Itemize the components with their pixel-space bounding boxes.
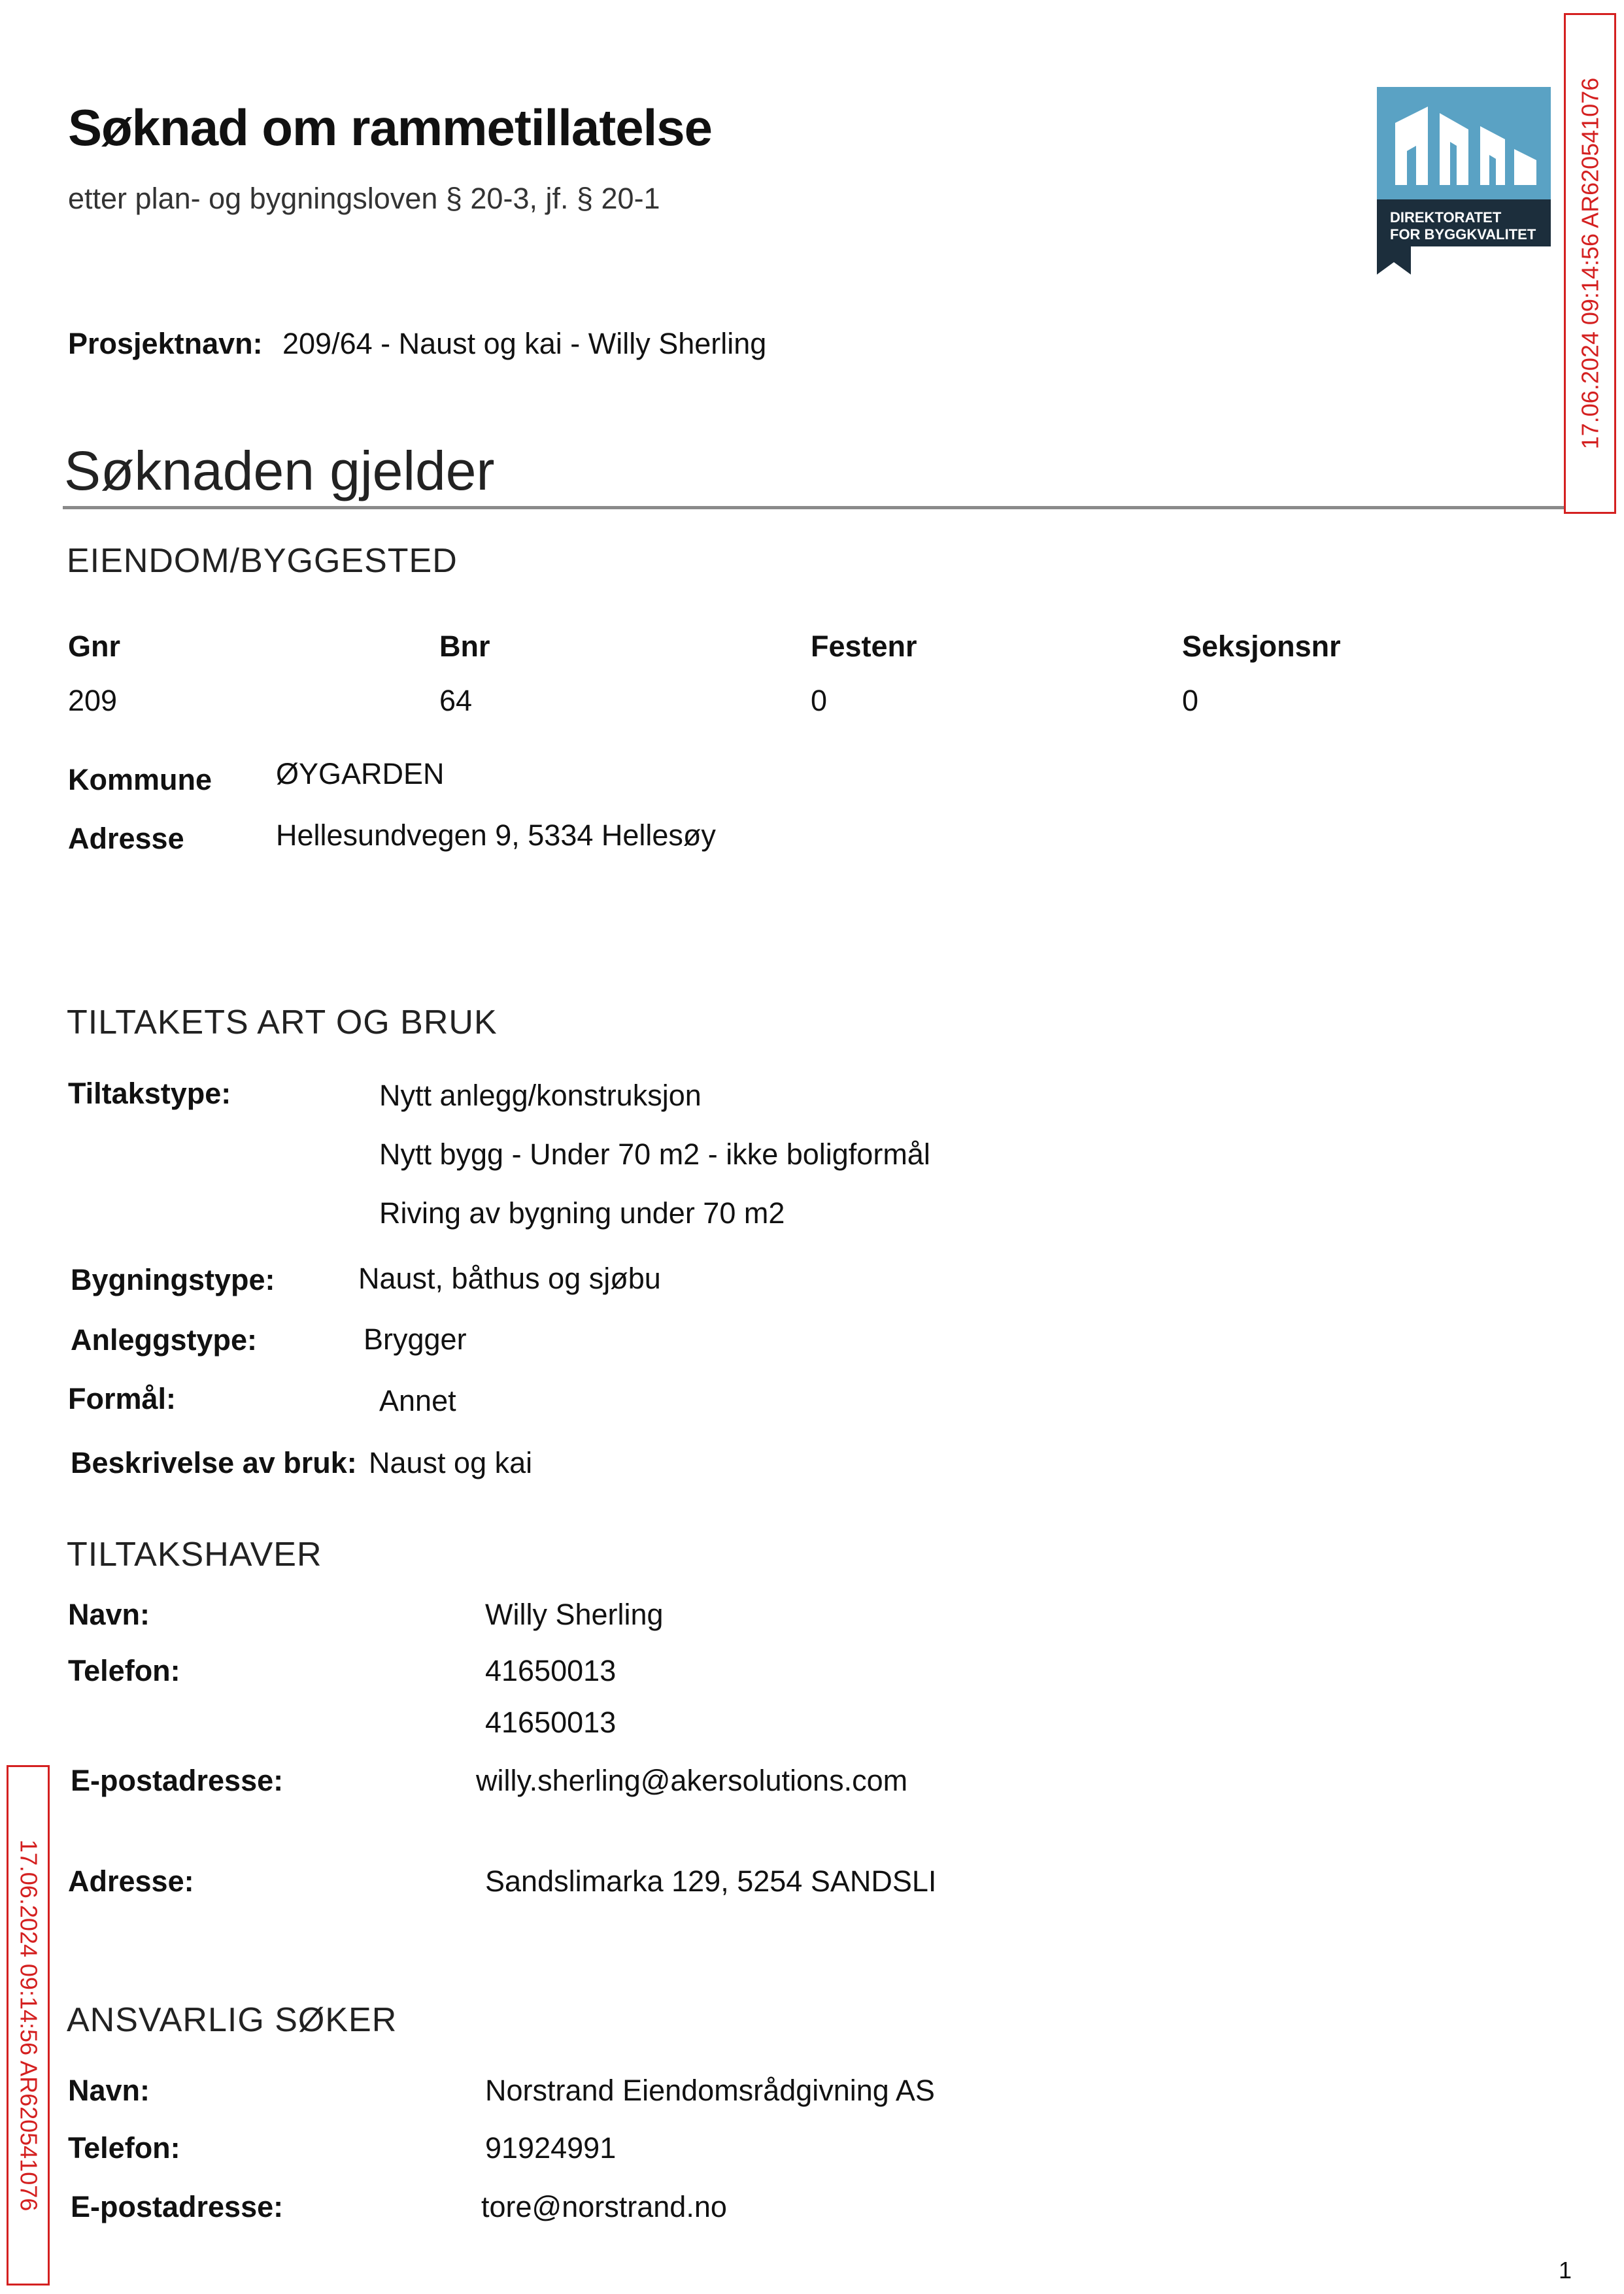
- document-title: Søknad om rammetillatelse: [68, 99, 713, 156]
- applicant-name-value: Norstrand Eiendomsrådgivning AS: [485, 2074, 935, 2107]
- owner-email-label: E-postadresse:: [71, 1764, 284, 1797]
- bygningstype-value: Naust, båthus og sjøbu: [358, 1262, 661, 1295]
- festenr-label: Festenr: [811, 630, 917, 663]
- applicant-name-label: Navn:: [68, 2074, 150, 2107]
- property-heading: EIENDOM/BYGGESTED: [67, 542, 458, 580]
- logo-text-line1: DIREKTORATET: [1390, 209, 1502, 226]
- owner-heading: TILTAKSHAVER: [67, 1536, 322, 1574]
- tiltakstype-item: Riving av bygning under 70 m2: [379, 1196, 785, 1230]
- gnr-value: 209: [68, 684, 118, 717]
- owner-email-value: willy.sherling@akersolutions.com: [476, 1764, 908, 1797]
- project-name-value: 209/64 - Naust og kai - Willy Sherling: [282, 327, 767, 360]
- tiltakstype-item: Nytt anlegg/konstruksjon: [379, 1079, 702, 1112]
- bnr-label: Bnr: [439, 630, 490, 663]
- owner-address-label: Adresse:: [68, 1864, 194, 1898]
- owner-name-value: Willy Sherling: [485, 1598, 664, 1631]
- measure-heading: TILTAKETS ART OG BRUK: [67, 1004, 498, 1041]
- formal-value: Annet: [379, 1384, 456, 1417]
- applicant-email-value: tore@norstrand.no: [481, 2190, 727, 2223]
- owner-phone-label: Telefon:: [68, 1654, 180, 1687]
- kommune-value: ØYGARDEN: [276, 757, 445, 790]
- applicant-phone-label: Telefon:: [68, 2131, 180, 2165]
- tiltakstype-item: Nytt bygg - Under 70 m2 - ikke boligformål: [379, 1138, 930, 1171]
- kommune-label: Kommune: [68, 763, 212, 796]
- owner-phone-value: 41650013: [485, 1654, 617, 1687]
- receipt-stamp-left: [7, 1765, 50, 2286]
- beskrivelse-label: Beskrivelse av bruk:: [71, 1446, 357, 1479]
- section-divider: [63, 506, 1564, 509]
- owner-phone-value: 41650013: [485, 1706, 617, 1739]
- tiltakstype-label: Tiltakstype:: [68, 1077, 231, 1110]
- anleggstype-label: Anleggstype:: [71, 1323, 258, 1357]
- document-subtitle: etter plan- og bygningsloven § 20-3, jf. § 20-1: [68, 182, 660, 215]
- beskrivelse-value: Naust og kai: [369, 1446, 533, 1479]
- applicant-phone-value: 91924991: [485, 2131, 617, 2165]
- gnr-label: Gnr: [68, 630, 121, 663]
- page-number: 1: [1558, 2257, 1572, 2284]
- stamp-text: 17.06.2024 09:14:56 AR620541076: [1576, 77, 1603, 450]
- logo-text-line2: FOR BYGGKVALITET: [1390, 226, 1536, 243]
- dibk-logo: [1377, 87, 1551, 275]
- section-title: Søknaden gjelder: [64, 440, 495, 501]
- applicant-email-label: E-postadresse:: [71, 2190, 284, 2223]
- festenr-value: 0: [811, 684, 828, 717]
- project-name-label: Prosjektnavn:: [68, 327, 263, 360]
- owner-address-value: Sandslimarka 129, 5254 SANDSLI: [485, 1864, 937, 1898]
- adresse-label: Adresse: [68, 822, 184, 855]
- applicant-heading: ANSVARLIG SØKER: [67, 2001, 398, 2039]
- formal-label: Formål:: [68, 1382, 177, 1415]
- adresse-value: Hellesundvegen 9, 5334 Hellesøy: [276, 818, 716, 852]
- seksjonsnr-label: Seksjonsnr: [1182, 630, 1341, 663]
- anleggstype-value: Brygger: [364, 1323, 467, 1356]
- stamp-text: 17.06.2024 09:14:56 AR620541076: [15, 1839, 42, 2212]
- bygningstype-label: Bygningstype:: [71, 1263, 275, 1296]
- seksjonsnr-value: 0: [1182, 684, 1199, 717]
- receipt-stamp-top: [1564, 13, 1616, 514]
- bnr-value: 64: [439, 684, 473, 717]
- owner-name-label: Navn:: [68, 1598, 150, 1631]
